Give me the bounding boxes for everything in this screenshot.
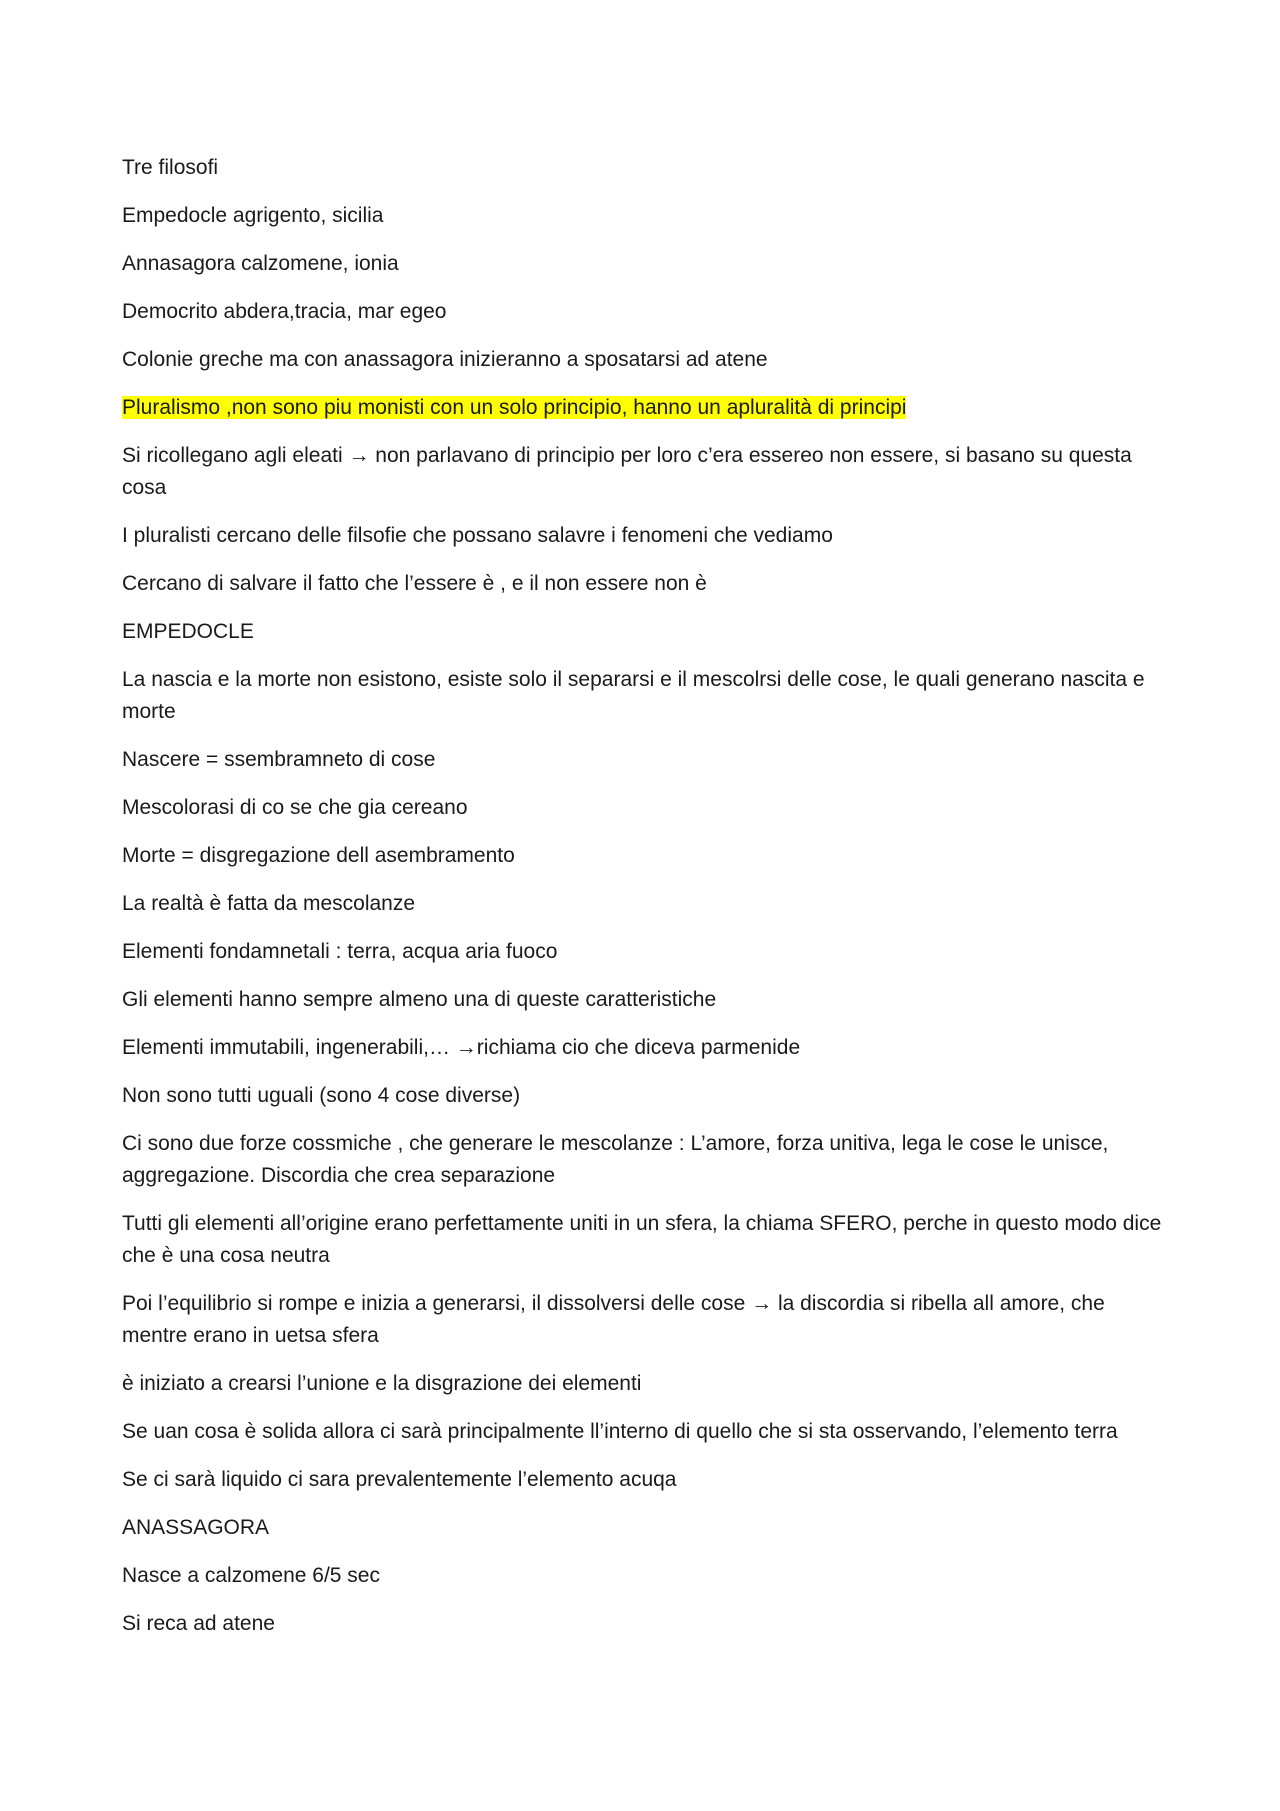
paragraph-text: Nascere = ssembramneto di cose	[122, 748, 436, 771]
paragraph	[122, 1512, 1162, 1544]
paragraph	[122, 664, 1162, 728]
paragraph-text: EMPEDOCLE	[122, 620, 254, 643]
paragraph-text: Poi l’equilibrio si rompe e inizia a generarsi, il dissolversi delle cose → la discordia si ribella all amore, che mentre erano in uetsa sfera	[122, 1292, 1105, 1347]
paragraph	[122, 744, 1162, 776]
paragraph-text: Ci sono due forze cossmiche , che generare le mescolanze : L’amore, forza unitiva, lega le cose le unisce, aggregazione. Discordia che crea separazione	[122, 1132, 1109, 1187]
paragraph-text: Colonie greche ma con anassagora inizieranno a sposatarsi ad atene	[122, 348, 768, 371]
paragraph-text: Elementi fondamnetali : terra, acqua aria fuoco	[122, 940, 558, 963]
paragraph-text: Cercano di salvare il fatto che l’essere è , e il non essere non è	[122, 572, 707, 595]
paragraph-text: Non sono tutti uguali (sono 4 cose diverse)	[122, 1084, 521, 1107]
paragraph-text: Morte = disgregazione dell asembramento	[122, 844, 515, 867]
paragraph-text: Annasagora calzomene, ionia	[122, 252, 399, 275]
paragraph	[122, 152, 1162, 184]
paragraph-text: è iniziato a crearsi l’unione e la disgrazione dei elementi	[122, 1372, 642, 1395]
paragraph	[122, 888, 1162, 920]
paragraph	[122, 1464, 1162, 1496]
paragraph	[122, 984, 1162, 1016]
paragraph-text: Mescolorasi di co se che gia cereano	[122, 796, 468, 819]
paragraph-text: Se uan cosa è solida allora ci sarà principalmente ll’interno di quello che si sta osservando, l’elemento terra	[122, 1420, 1118, 1443]
paragraph	[122, 1208, 1162, 1272]
paragraph	[122, 1080, 1162, 1112]
paragraph	[122, 1368, 1162, 1400]
paragraph	[122, 840, 1162, 872]
paragraph-text: Pluralismo ,non sono piu monisti con un solo principio, hanno un apluralità di principi	[122, 396, 907, 419]
paragraph	[122, 936, 1162, 968]
paragraph-text: Nasce a calzomene 6/5 sec	[122, 1564, 380, 1587]
paragraph-text: Se ci sarà liquido ci sara prevalentemente l’elemento acuqa	[122, 1468, 677, 1491]
paragraph	[122, 1032, 1162, 1064]
paragraph-text: Tre filosofi	[122, 156, 219, 179]
paragraph-text: La nascia e la morte non esistono, esiste solo il separarsi e il mescolrsi delle cose, le quali generano nascita e morte	[122, 668, 1145, 723]
paragraph	[122, 1288, 1162, 1352]
paragraph-text: Si reca ad atene	[122, 1612, 275, 1635]
highlighted-paragraph	[122, 392, 1162, 424]
paragraph	[122, 792, 1162, 824]
paragraph	[122, 248, 1162, 280]
paragraph	[122, 1560, 1162, 1592]
paragraph-text: I pluralisti cercano delle filsofie che possano salavre i fenomeni che vediamo	[122, 524, 833, 547]
paragraph-text: La realtà è fatta da mescolanze	[122, 892, 416, 915]
paragraph	[122, 616, 1162, 648]
document-body	[122, 152, 1162, 1656]
paragraph	[122, 440, 1162, 504]
paragraph	[122, 1128, 1162, 1192]
paragraph	[122, 200, 1162, 232]
paragraph	[122, 1416, 1162, 1448]
paragraph-text: ANASSAGORA	[122, 1516, 270, 1539]
paragraph	[122, 344, 1162, 376]
paragraph	[122, 568, 1162, 600]
paragraph	[122, 296, 1162, 328]
paragraph-text: Tutti gli elementi all’origine erano perfettamente uniti in un sfera, la chiama SFERO, perche in questo modo dice che è una cosa neutra	[122, 1212, 1162, 1267]
paragraph-text: Democrito abdera,tracia, mar egeo	[122, 300, 447, 323]
paragraph	[122, 1608, 1162, 1640]
paragraph-text: Si ricollegano agli eleati → non parlavano di principio per loro c’era essereo non essere, si basano su questa cosa	[122, 444, 1132, 499]
paragraph-text: Gli elementi hanno sempre almeno una di queste caratteristiche	[122, 988, 717, 1011]
paragraph-text: Empedocle agrigento, sicilia	[122, 204, 384, 227]
paragraph-text: Elementi immutabili, ingenerabili,… →richiama cio che diceva parmenide	[122, 1036, 801, 1059]
paragraph	[122, 520, 1162, 552]
